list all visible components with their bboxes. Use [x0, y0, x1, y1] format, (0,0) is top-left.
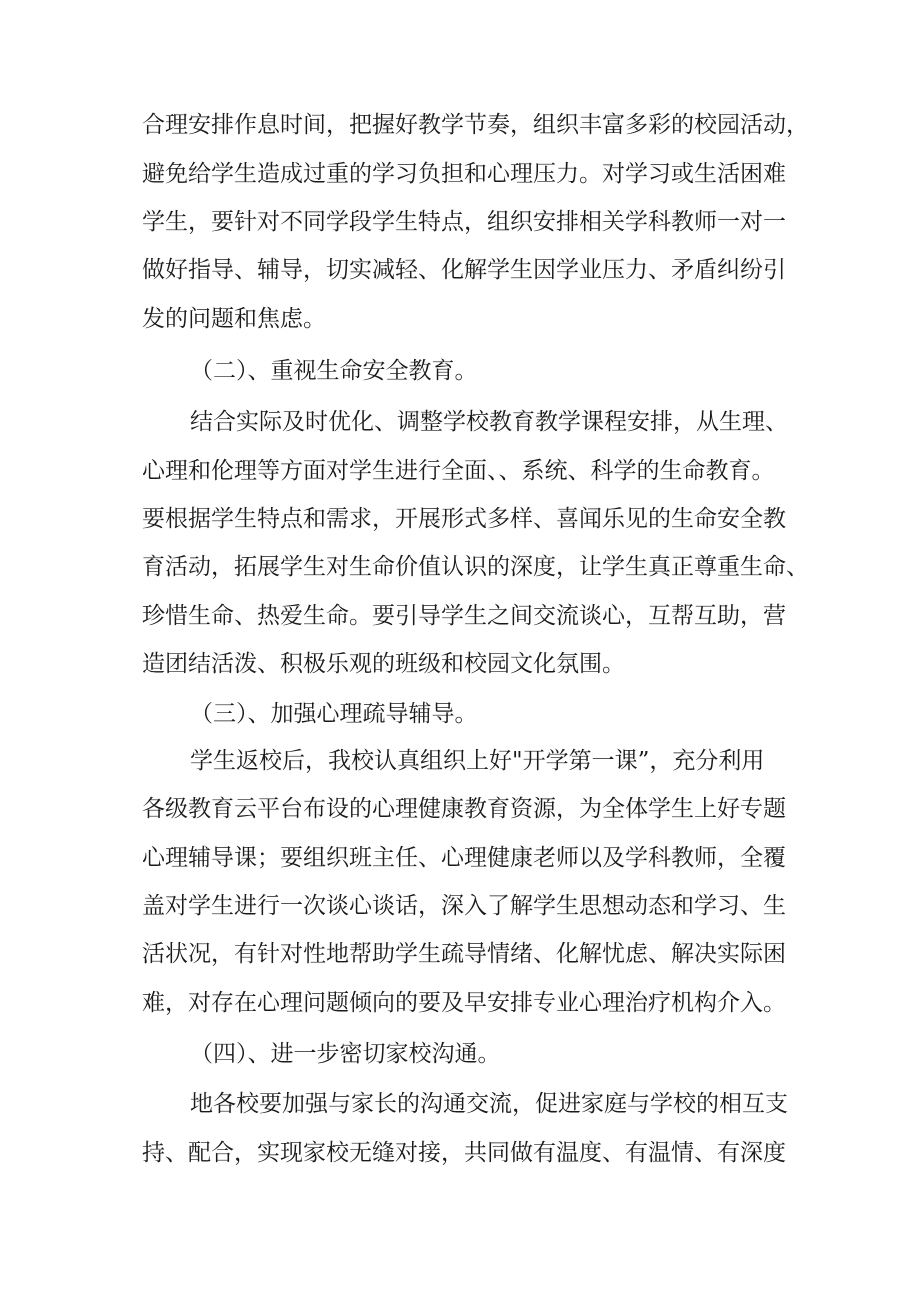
paragraph-line: 避免给学生造成过重的学习负担和心理压力。对学习或生活困难 [142, 161, 786, 187]
paragraph-line: 要根据学生特点和需求，开展形式多样、喜闻乐见的生命安全教 [142, 506, 786, 532]
section-heading: （三）、加强心理疏导辅导。 [190, 701, 478, 727]
paragraph-line: 持、配合，实现家校无缝对接，共同做有温度、有温情、有深度 [142, 1140, 786, 1166]
paragraph-line: 难，对存在心理问题倾向的要及早安排专业心理治疗机构介入。 [142, 990, 786, 1016]
paragraph-line: 活状况，有针对性地帮助学生疏导情绪、化解忧虑、解决实际困 [142, 941, 786, 967]
paragraph-line: 结合实际及时优化、调整学校教育教学课程安排，从生理、 [190, 409, 788, 435]
paragraph-line: 做好指导、辅导，切实减轻、化解学生因学业压力、矛盾纠纷引 [142, 257, 786, 283]
paragraph-line: 发的问题和焦虑。 [142, 306, 326, 332]
paragraph-line: 心理和伦理等方面对学生进行全面、、系统、科学的生命教育。 [142, 458, 775, 484]
paragraph-line: 珍惜生命、热爱生命。要引导学生之间交流谈心，互帮互助，营 [142, 603, 786, 629]
paragraph-line: 合理安排作息时间，把握好教学节奏，组织丰富多彩的校园活动， [142, 112, 809, 138]
paragraph-line: 造团结活泼、积极乐观的班级和校园文化氛围。 [142, 651, 625, 677]
paragraph-line: 育活动，拓展学生对生命价值认识的深度，让学生真正尊重生命、 [142, 554, 809, 580]
section-heading: （二）、重视生命安全教育。 [190, 358, 478, 384]
paragraph-line: 盖对学生进行一次谈心谈话，深入了解学生思想动态和学习、生 [142, 893, 786, 919]
section-heading: （四）、进一步密切家校沟通。 [190, 1041, 501, 1067]
paragraph-line: 地各校要加强与家长的沟通交流，促进家庭与学校的相互支 [190, 1091, 788, 1117]
paragraph-line: 心理辅导课；要组织班主任、心理健康老师以及学科教师，全覆 [142, 845, 786, 871]
paragraph-line: 学生返校后，我校认真组织上好"开学第一课”，充分利用 [190, 748, 765, 774]
paragraph-line: 各级教育云平台布设的心理健康教育资源，为全体学生上好专题 [142, 796, 786, 822]
paragraph-line: 学生，要针对不同学段学生特点，组织安排相关学科教师一对一 [142, 209, 786, 235]
